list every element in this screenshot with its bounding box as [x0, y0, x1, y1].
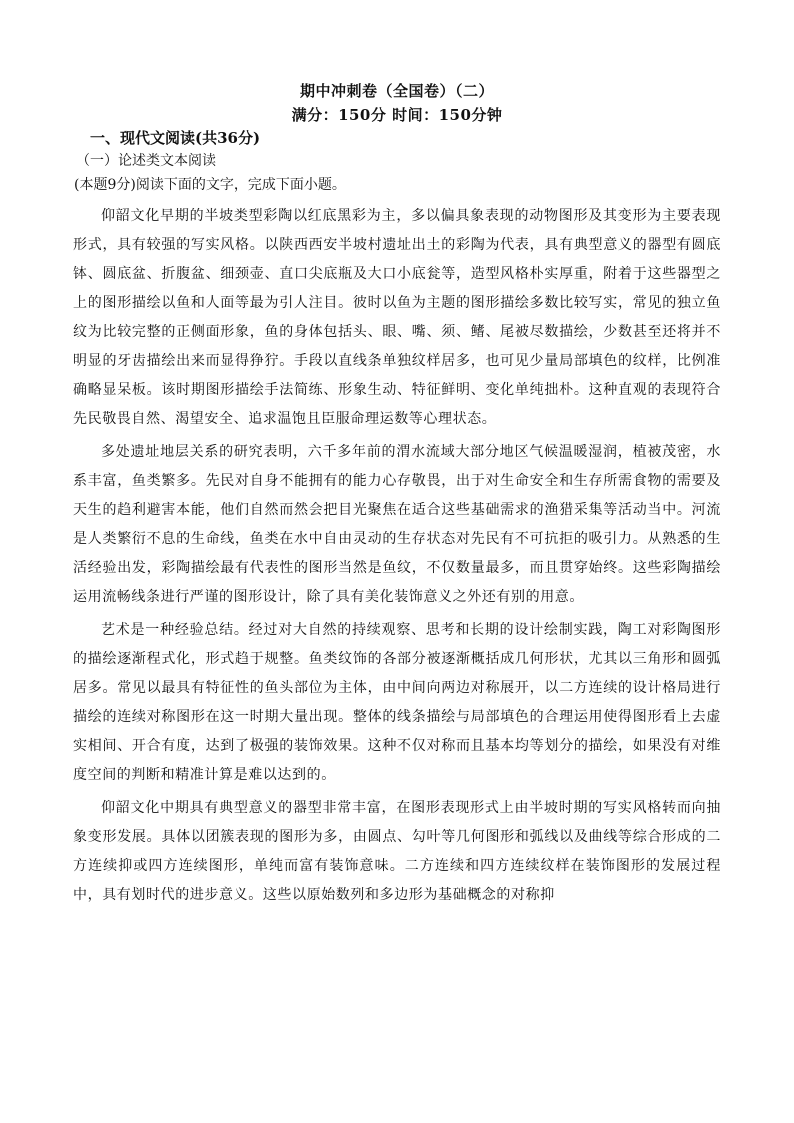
question-instructions: (本题9分)阅读下面的文字，完成下面小题。: [74, 177, 346, 193]
page-title: 期中冲刺卷（全国卷）（二）: [299, 82, 494, 100]
subsection-heading: （一）论述类文本阅读: [76, 153, 216, 169]
passage-paragraph-2: 多处遗址地层关系的研究表明，六千多年前的渭水流域大部分地区气候温暖湿润，植被茂密，水系丰富，鱼类繁多。先民对自身不能拥有的能力心存敬畏，出于对生命安全和生存所需食物的需要及天生的趋利避害本能，他们自然而然会把目光聚焦在适合这些基础需求的渔猎采集等活动当中。河流是人类繁衍不息的生命线，鱼类在水中自由灵动的生存状态对先民有不可抗拒的吸引力。从熟悉的生活经验出发，彩陶描绘最有代表性的图形当然是鱼纹，不仅数量最多，而且贯穿始终。这些彩陶描绘运用流畅线条进行严谨的图形设计，除了具有美化装饰意义之外还有别的用意。: [73, 444, 721, 605]
passage-paragraph-3: 艺术是一种经验总结。经过对大自然的持续观察、思考和长期的设计绘制实践，陶工对彩陶图形的描绘逐渐程式化，形式趋于规整。鱼类纹饰的各部分被逐渐概括成几何形状，尤其以三角形和圆弧居多。常见以最具有特征性的鱼头部位为主体，由中间向两边对称展开，以二方连续的设计格局进行描绘的连续对称图形在这一时期大量出现。整体的线条描绘与局部填色的合理运用使得图形看上去虚实相间、开合有度，达到了极强的装饰效果。这种不仅对称而且基本均等划分的描绘，如果没有对维度空间的判断和精准计算是难以达到的。: [73, 622, 721, 783]
passage-paragraph-1: 仰韶文化早期的半坡类型彩陶以红底黑彩为主，多以偏具象表现的动物图形及其变形为主要表现形式，具有较强的写实风格。以陕西西安半坡村遗址出土的彩陶为代表，具有典型意义的器型有圆底钵、圆底盆、折腹盆、细颈壶、直口尖底瓶及大口小底瓮等，造型风格朴实厚重，附着于这些器型之上的图形描绘以鱼和人面等最为引人注目。彼时以鱼为主题的图形描绘多数比较写实，常见的独立鱼纹为比较完整的正侧面形象，鱼的身体包括头、眼、嘴、须、鳍、尾被尽数描绘，少数甚至还将并不明显的牙齿描绘出来而显得狰狞。手段以直线条单独纹样居多，也可见少量局部填色的纹样，比例准确略显呆板。该时期图形描绘手法简练、形象生动、特征鲜明、变化单纯拙朴。这种直观的表现符合先民敬畏自然、渴望安全、追求温饱且臣服命理运数等心理状态。: [73, 208, 721, 427]
passage-paragraph-4: 仰韶文化中期具有典型意义的器型非常丰富，在图形表现形式上由半坡时期的写实风格转而向抽象变形发展。具体以团簇表现的图形为多，由圆点、勾叶等几何图形和弧线以及曲线等综合形成的二方连续抑或四方连续图形，单纯而富有装饰意味。二方连续和四方连续纹样在装饰图形的发展过程中，具有划时代的进步意义。这些以原始数列和多边形为基础概念的对称抑: [73, 800, 721, 903]
page-subtitle: 满分：150分 时间：150分钟: [291, 106, 503, 124]
reading-passage: [73, 202, 721, 914]
section-heading: 一、现代文阅读(共36分): [90, 129, 261, 147]
